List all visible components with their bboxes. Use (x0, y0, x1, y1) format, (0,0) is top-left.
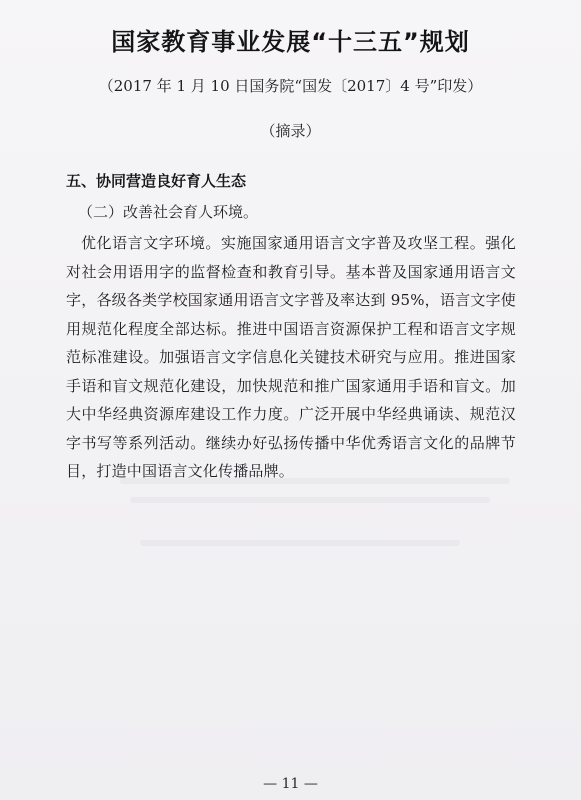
bleed-through-mark (130, 497, 490, 503)
document-subtitle: （2017 年 1 月 10 日国务院“国发〔2017〕4 号”印发） (98, 77, 483, 95)
section-heading: 五、协同营造良好育人生态 (66, 172, 247, 190)
body-paragraph: 优化语言文字环境。实施国家通用语言文字普及攻坚工程。强化对社会用语用字的监督检查和教育引导。基本普及国家通用语言文字，各级各类学校国家通用语言文字普及率达到 95%，语言文字使用规范化程度全部达标。推进中国语言资源保护工程和语言文字规范标准建设。加强语言文字信息化关键技术研究与应用。推进国家手语和盲文规范化建设，加快规范和推广国家通用手语和盲文。加大中华经典资源库建设工作力度。广泛开展中华经典诵读、规范汉字书写等系列活动。继续办好弘扬传播中华优秀语言文化的品牌节目，打造中国语言文化传播品牌。 (66, 234, 516, 480)
excerpt-label: （摘录） (260, 122, 321, 140)
page-number: — 11 — (263, 776, 318, 792)
subsection-heading: （二）改善社会育人环境。 (78, 203, 259, 221)
bleed-through-mark (140, 540, 460, 546)
document-title: 国家教育事业发展“十三五”规划 (111, 28, 470, 56)
